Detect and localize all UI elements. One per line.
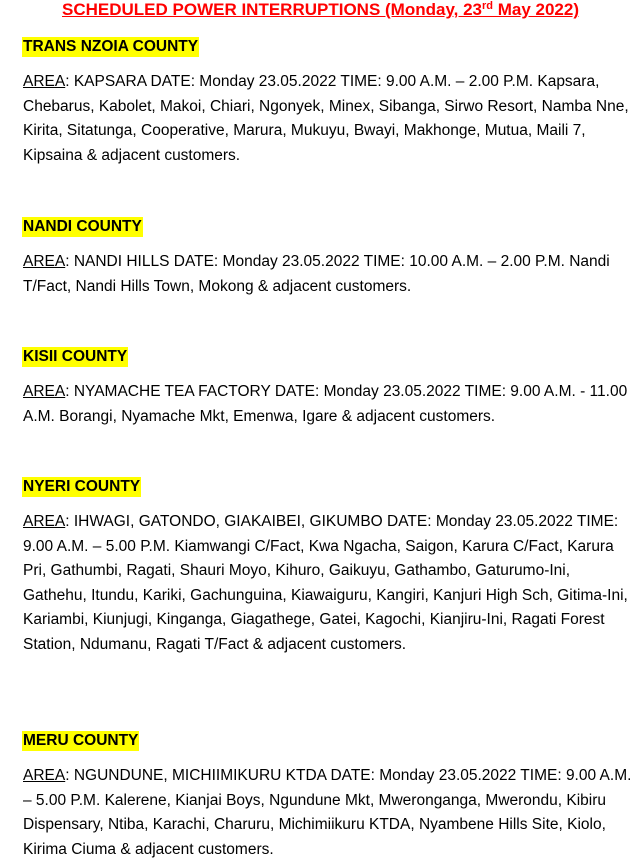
area-label: AREA	[23, 383, 66, 400]
interruption-text: : NGUNDUNE, MICHIIMIKURU KTDA DATE: Monday 23.05.2022 TIME: 9.00 A.M. – 5.00 P.M. Kalerene, Kianjai Boys, Ngundune Mkt, Mweronganga, Mwerondu, Kibiru Dispensary, Ntiba, Karachi, Charuru, Michimiikuru KTDA, Nyambene Hills Site, Kiolo, Kirima Ciuma & adjacent customers.	[23, 767, 632, 858]
area-label: AREA	[23, 73, 66, 90]
interruption-text: : IHWAGI, GATONDO, GIAKAIBEI, GIKUMBO DATE: Monday 23.05.2022 TIME: 9.00 A.M. – 5.00 P.M. Kiamwangi C/Fact, Kwa Ngacha, Saigon, Karura C/Fact, Karura Pri, Gathumbi, Ragati, Shauri Moyo, Kihuro, Gaikuyu, Gathambo, Gaturumo-Ini, Gathehu, Itundu, Kariki, Gachunguina, Kiawaiguru, Kangiri, Kanjuri High Sch, Gitima-Ini, Kariambi, Kiunjugi, Kinganga, Giagathege, Gatei, Kagochi, Kianjiru-Ini, Ragati Forest Station, Ndumanu, Ragati T/Fact & adjacent customers.	[23, 513, 628, 653]
area-label: AREA	[23, 513, 66, 530]
interruption-details-trans-nzoia	[23, 70, 635, 168]
title-main: SCHEDULED POWER INTERRUPTIONS (Monday, 23	[62, 0, 482, 19]
title-ordinal-suffix: rd	[482, 0, 493, 12]
interruption-details-kisii	[23, 380, 635, 429]
county-heading-kisii: KISII COUNTY	[23, 348, 128, 365]
county-heading-nyeri: NYERI COUNTY	[23, 478, 141, 495]
interruption-text: : NANDI HILLS DATE: Monday 23.05.2022 TIME: 10.00 A.M. – 2.00 P.M. Nandi T/Fact, Nandi Hills Town, Mokong & adjacent customers.	[23, 253, 610, 295]
page-title	[0, 0, 641, 20]
county-heading-meru: MERU COUNTY	[23, 732, 139, 749]
county-heading-trans-nzoia: TRANS NZOIA COUNTY	[23, 38, 199, 55]
interruption-details-nyeri	[23, 510, 635, 657]
title-date-end: May 2022)	[493, 0, 579, 19]
interruption-details-meru	[23, 764, 635, 862]
area-label: AREA	[23, 253, 66, 270]
interruption-details-nandi	[23, 250, 635, 299]
interruption-text: : NYAMACHE TEA FACTORY DATE: Monday 23.05.2022 TIME: 9.00 A.M. - 11.00 A.M. Borangi, Nyamache Mkt, Emenwa, Igare & adjacent customers.	[23, 383, 628, 425]
county-heading-nandi: NANDI COUNTY	[23, 218, 142, 235]
area-label: AREA	[23, 767, 66, 784]
interruption-text: : KAPSARA DATE: Monday 23.05.2022 TIME: 9.00 A.M. – 2.00 P.M. Kapsara, Chebarus, Kabolet, Makoi, Chiari, Ngonyek, Minex, Sibanga, Sirwo Resort, Namba Nne, Kirita, Sitatunga, Cooperative, Marura, Mukuyu, Bwayi, Makhonge, Mutua, Maili 7, Kipsaina & adjacent customers.	[23, 73, 629, 164]
